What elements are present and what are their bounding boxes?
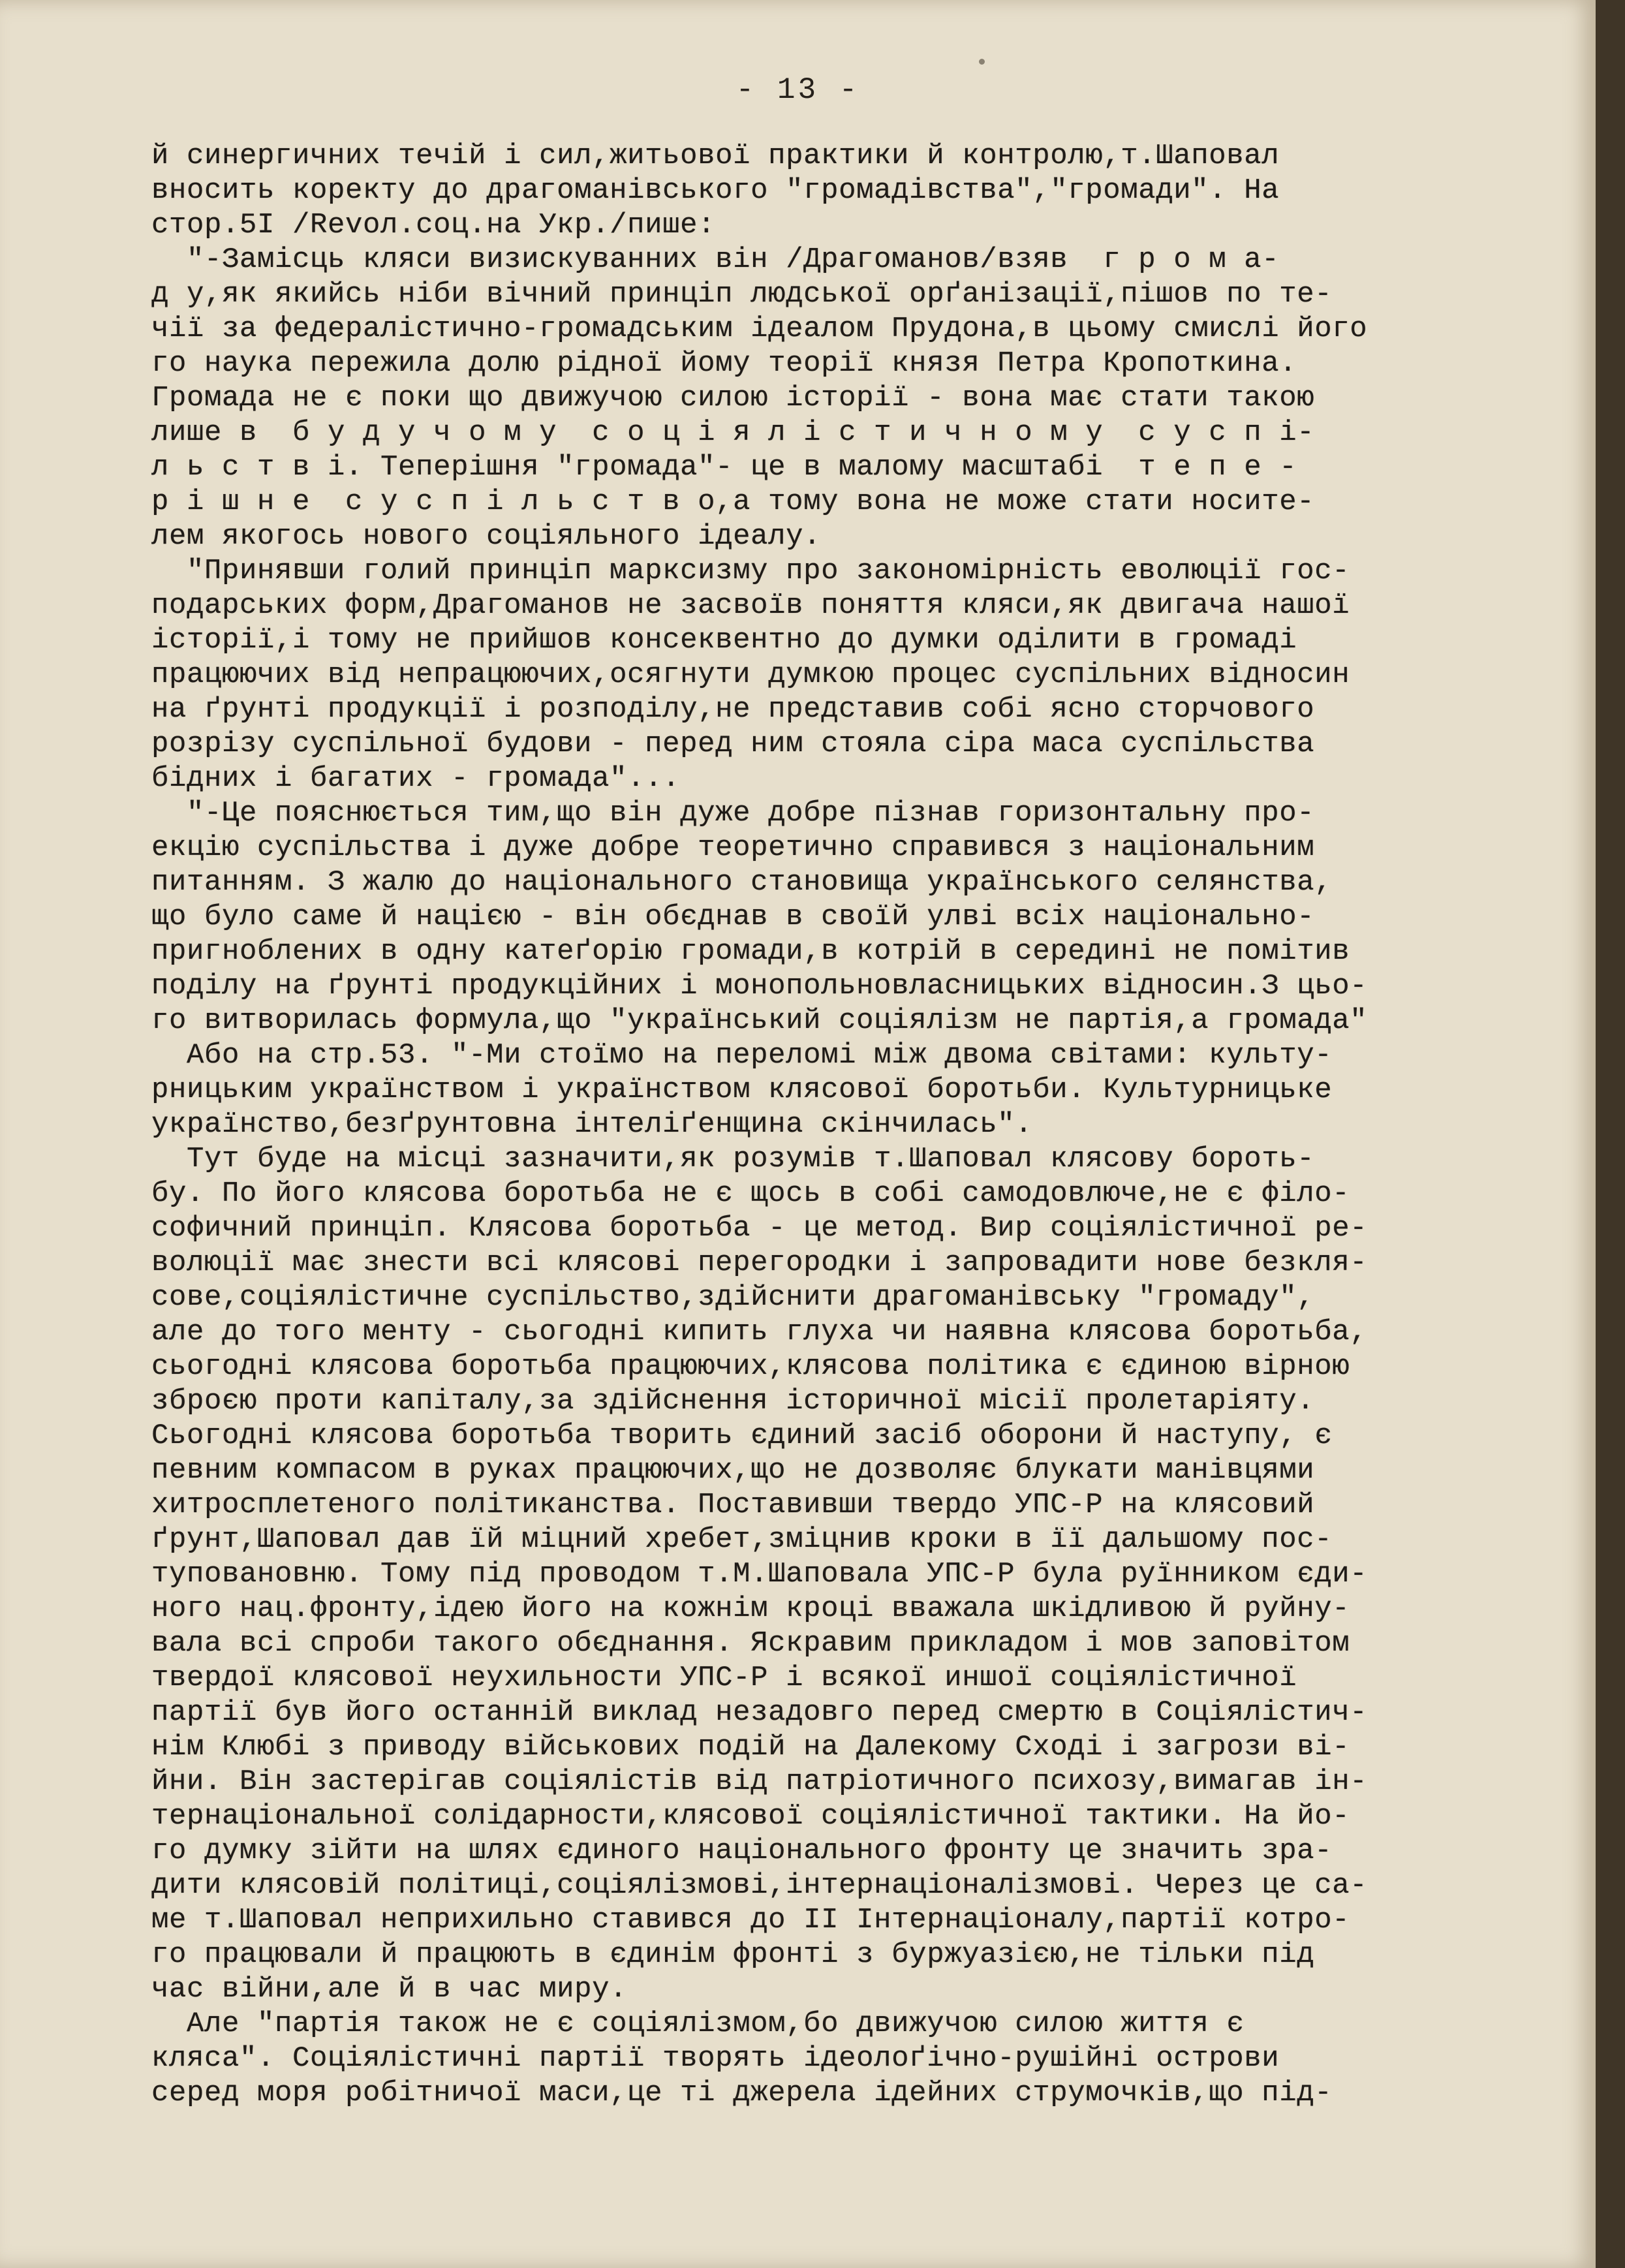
scan-edge xyxy=(1596,0,1625,2268)
typewritten-text xyxy=(151,139,1463,2111)
text-line: працюючих від непрацюючих,осягнути думкою процес суспільних відносин xyxy=(151,659,1350,691)
text-line: чії за федералістично-громадським ідеалом Прудона,в цьому смислі його xyxy=(151,313,1368,345)
text-line: Тут буде на місці зазначити,як розумів т.Шаповал клясову бороть- xyxy=(151,1143,1315,1175)
text-line: ме т.Шаповал неприхильно ставився до ІІ Інтернаціоналу,партії котро- xyxy=(151,1904,1350,1936)
text-line: певним компасом в руках працюючих,що не дозволяє блукати манівцями xyxy=(151,1454,1315,1487)
text-line: д у,як якийсь ніби вічний принціп людської орґанізації,пішов по те- xyxy=(151,278,1333,311)
text-line: Громада не є поки що движучою силою історії - вона має стати такою xyxy=(151,382,1315,414)
text-line: Або на стр.53. "-Ми стоїмо на переломі між двома світами: культу- xyxy=(151,1039,1333,1072)
text-line: хитросплетеного політиканства. Поставивши твердо УПС-Р на клясовий xyxy=(151,1489,1315,1521)
text-line: сьогодні клясова боротьба працюючих,клясова політика є єдиною вірною xyxy=(151,1350,1350,1383)
text-line: історії,і тому не прийшов консеквентно до думки оділити в громаді xyxy=(151,624,1297,657)
text-line: й синергичних течій і сил,житьової практики й контролю,т.Шаповал xyxy=(151,140,1280,172)
text-line: л ь с т в і. Теперішня "громада"- це в малому масштабі т е п е - xyxy=(151,451,1297,484)
text-line: бідних і багатих - громада"... xyxy=(151,762,681,795)
text-line: "-Замісць кляси визискуванних він /Драгоманов/взяв г р о м а- xyxy=(151,243,1280,276)
text-line: го наука пережила долю рідної йому теорії князя Петра Кропоткина. xyxy=(151,347,1297,380)
text-line: софичний принціп. Клясова боротьба - це метод. Вир соціялістичної ре- xyxy=(151,1212,1368,1245)
text-line: кляса". Соціялістичні партії творять ідеолоґічно-рушійні острови xyxy=(151,2042,1280,2075)
page-number: - 13 - xyxy=(735,73,860,107)
text-line: "Принявши голий принціп марксизму про закономірність еволюції гос- xyxy=(151,555,1350,587)
text-line: екцію суспільства і дуже добре теоретично справився з національним xyxy=(151,831,1315,864)
ink-dot xyxy=(979,59,985,65)
text-line: час війни,але й в час миру. xyxy=(151,1973,628,2006)
text-line: туповановню. Тому під проводом т.М.Шаповала УПС-Р була руїнником єди- xyxy=(151,1558,1368,1591)
text-line: пригноблених в одну катеґорію громади,в котрій в середині не помітив xyxy=(151,935,1350,968)
text-line: сове,соціялістичне суспільство,здійснити драгоманівську "громаду", xyxy=(151,1281,1315,1314)
text-line: українство,безґрунтовна інтеліґенщина скінчилась". xyxy=(151,1108,1033,1141)
text-line: Сьогодні клясова боротьба творить єдиний засіб оборони й наступу, є xyxy=(151,1420,1333,1452)
text-line: вносить коректу до драгоманівського "громадівства","громади". На xyxy=(151,174,1280,207)
text-line: дити клясовій політиці,соціялізмові,інтернаціоналізмові. Через це са- xyxy=(151,1869,1368,1902)
text-line: на ґрунті продукції і розподілу,не представив собі ясно сторчового xyxy=(151,693,1315,726)
text-line: питанням. З жалю до національного становища українського селянства, xyxy=(151,866,1333,899)
text-line: але до того менту - сьогодні кипить глуха чи наявна клясова боротьба, xyxy=(151,1316,1368,1348)
text-line: "-Це пояснюється тим,що він дуже добре пізнав горизонтальну про- xyxy=(151,797,1315,830)
text-line: нім Клюбі з приводу військових подій на Далекому Сході і загрози ві- xyxy=(151,1731,1350,1763)
text-line: лише в б у д у ч о м у с о ц і я л і с т и ч н о м у с у с п і- xyxy=(151,416,1315,449)
text-line: вала всі спроби такого обєднання. Яскравим прикладом і мов заповітом xyxy=(151,1627,1350,1660)
text-line: серед моря робітничої маси,це ті джерела ідейних струмочків,що під- xyxy=(151,2077,1333,2109)
text-line: ного нац.фронту,ідею його на кожнім кроці вважала шкідливою й руйну- xyxy=(151,1592,1350,1625)
text-line: поділу на ґрунті продукційних і монопольновласницьких відносин.З цьо- xyxy=(151,970,1368,1002)
text-line: рницьким українством і українством клясової боротьби. Культурницьке xyxy=(151,1074,1333,1106)
text-line: волюції має знести всі клясові перегородки і запровадити нове безкля- xyxy=(151,1247,1368,1279)
text-line: го думку зійти на шлях єдиного національного фронту це значить зра- xyxy=(151,1835,1333,1867)
text-line: подарських форм,Драгоманов не засвоїв поняття кляси,як двигача нашої xyxy=(151,589,1350,622)
text-line: зброєю проти капіталу,за здійснення історичної місії пролетаріяту. xyxy=(151,1385,1315,1418)
text-line: лем якогось нового соціяльного ідеалу. xyxy=(151,520,822,553)
text-line: партії був його останній виклад незадовго перед смертю в Соціялістич- xyxy=(151,1696,1368,1729)
text-line: розрізу суспільної будови - перед ним стояла сіра маса суспільства xyxy=(151,728,1315,760)
text-line: йни. Він застерігав соціялістів від патріотичного психозу,вимагав ін- xyxy=(151,1765,1368,1798)
text-line: Але "партія також не є соціялізмом,бо движучою силою життя є xyxy=(151,2008,1245,2040)
text-line: го витворилась формула,що "український соціялізм не партія,а громада" xyxy=(151,1004,1368,1037)
text-line: бу. По його клясова боротьба не є щось в собі самодовлюче,не є філо- xyxy=(151,1177,1350,1210)
text-line: го працювали й працюють в єдинім фронті з буржуазією,не тільки під xyxy=(151,1938,1315,1971)
text-line: ґрунт,Шаповал дав їй міцний хребет,зміцнив кроки в її дальшому пос- xyxy=(151,1523,1333,1556)
text-line: стор.5І /Revол.соц.на Укр./пише: xyxy=(151,209,716,241)
text-line: тернаціональної солідарности,клясової соціялістичної тактики. На йо- xyxy=(151,1800,1350,1833)
text-line: твердої клясової неухильности УПС-Р і всякої иншої соціялістичної xyxy=(151,1662,1297,1694)
text-line: що було саме й нацією - він обєднав в своїй улві всіх національно- xyxy=(151,901,1315,933)
text-line: р і ш н е с у с п і л ь с т в о,а тому вона не може стати носите- xyxy=(151,486,1315,518)
